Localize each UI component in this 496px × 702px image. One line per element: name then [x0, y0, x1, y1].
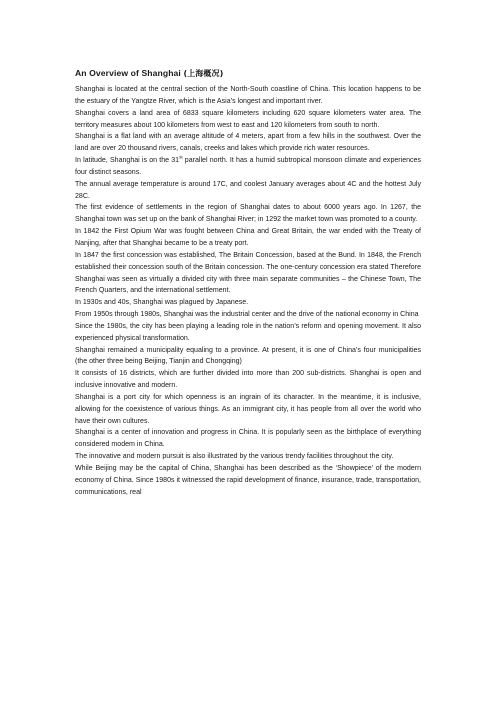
paragraph-showpiece: While Beijing may be the capital of China, Shanghai has been described as the ‘Showpiece’ of the modern economy of China. Since 1980s it witnessed the rapid development of finance, insurance, trade, transportation, communications, real: [75, 465, 421, 496]
paragraph-port-city: Shanghai is a port city for which openness is an ingrain of its character. In the meantime, it is inclusive, allowing for the coexistence of various things. As an immigrant city, it has people from all over the world who have their own cultures.: [75, 393, 421, 425]
paragraph-terrain: Shanghai is a flat land with an average altitude of 4 meters, apart from a few hills in the southwest. Over the land are over 20 thousand rivers, canals, creeks and lakes which provide rich water resources.: [75, 133, 421, 153]
paragraph-opium-war: In 1842 the First Opium War was fought between China and Great Britain, the war ended with the Treaty of Nanjing, after that Shanghai became to be a treaty port.: [75, 228, 421, 247]
paragraph-latitude: [75, 155, 421, 179]
title-cn: (上海概况): [183, 69, 224, 78]
latitude-text-after: parallel north. It has a humid subtropical monsoon climate and experiences four distinct seasons.: [75, 157, 422, 176]
paragraph-settlements: The first evidence of settlements in the region of Shanghai dates to about 6000 years ago. In 1267, the Shanghai town was set up on the bank of Shanghai River; in 1292 the market town was promoted to a county.: [75, 204, 421, 224]
paragraph-districts: It consists of 16 districts, which are further divided into more than 200 sub-districts. Shanghai is open and inclusive innovative and modern.: [75, 370, 421, 390]
document-page: [75, 67, 421, 499]
document-title: [75, 67, 421, 80]
paragraph-industrial: From 1950s through 1980s, Shanghai was the industrial center and the drive of the national economy in China: [75, 311, 419, 319]
paragraph-municipality: Shanghai remained a municipality equaling to a province. At present, it is one of China’s four municipalities (the other three being Beijing, Tianjin and Chongqing): [75, 346, 421, 366]
paragraph-area: Shanghai covers a land area of 6833 square kilometers including 620 square kilometers water area. The territory measures about 100 kilometers from west to east and 120 kilometers from south to north.: [75, 109, 421, 129]
paragraph-japanese: In 1930s and 40s, Shanghai was plagued by Japanese.: [75, 299, 249, 307]
paragraph-innovation: Shanghai is a center of innovation and progress in China. It is popularly seen as the birthplace of everything considered modem in China.: [75, 429, 421, 449]
paragraph-temperature: The annual average temperature is around 17C, and coolest January averages about 4C and the hottest July 28C.: [75, 180, 421, 200]
paragraph-reform: Since the 1980s, the city has been playing a leading role in the nation’s reform and opening movement. It also experienced physical transformation.: [75, 322, 421, 342]
title-en: An Overview of Shanghai: [75, 68, 181, 78]
paragraph-location: Shanghai is located at the central section of the North-South coastline of China. This location happens to be the estuary of the Yangtze River, which is the Asia’s longest and important river.: [75, 86, 421, 105]
paragraph-trendy: The innovative and modern pursuit is also illustrated by the various trendy facilities throughout the city.: [75, 453, 394, 461]
latitude-superscript: st: [179, 154, 183, 160]
latitude-text-before: In latitude, Shanghai is on the 31: [75, 157, 180, 165]
paragraph-concession: In 1847 the first concession was established, The Britain Concession, based at the Bund. In 1848, the French established their concession south of the Britain concession. The one-century concession era stated Therefore Shanghai was seen as virtually a divided city with three main separate communities – the Chinese Town, The French Quarters, and the international settlement.: [75, 251, 421, 295]
